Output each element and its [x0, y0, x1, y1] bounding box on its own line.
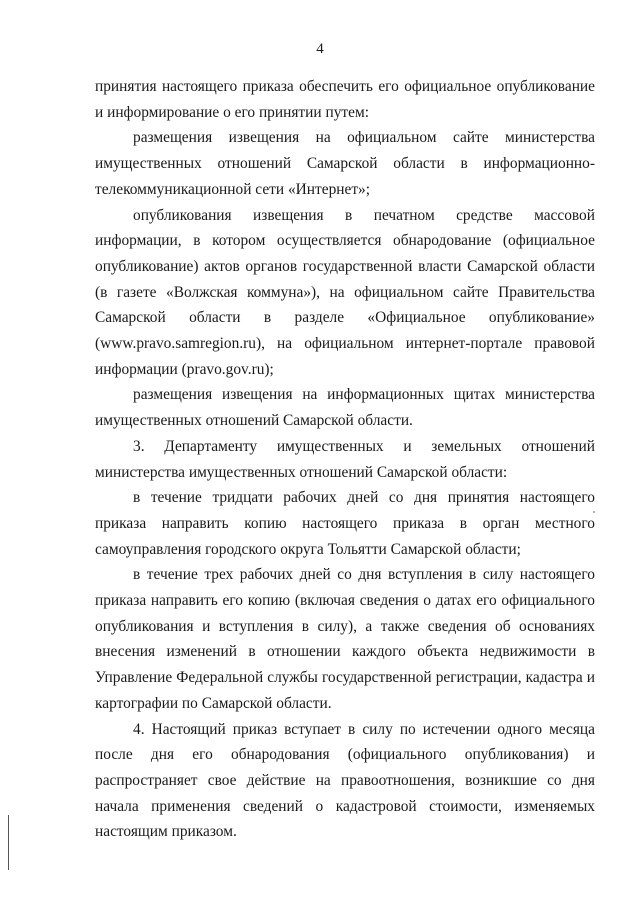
paragraph-print-publication: опубликования извещения в печатном средстве массовой информации, в котором осуществляется обнародование (официальное опубликование) актов органов государственной власти Самарской области (в газете «Волжская коммуна»), на официальном сайте Правительства Самарской области в разделе «Официальное опубликование» (www.pravo.samregion.ru), на официальном интернет-портале правовой информации (pravo.gov.ru);	[95, 206, 595, 378]
paragraph-copy-to-rosreestr: в течение трех рабочих дней со дня вступления в силу настоящего приказа направить его копию (включая сведения о датах его официального опубликования и вступления в силу), а также сведения об основаниях внесения изменений в отношении каждого объекта недвижимости в Управление Федеральной службы государственной регистрации, кадастра и картографии по Самарской области.	[95, 566, 595, 712]
page-number: 4	[316, 41, 324, 57]
paragraph-clause-3: 3. Департаменту имущественных и земельных отношений министерства имущественных отношений Самарской области:	[95, 437, 595, 481]
paragraph-continuation: принятия настоящего приказа обеспечить его официальное опубликование и информирование о его принятии путем:	[95, 78, 595, 121]
paragraph-info-boards: размещения извещения на информационных щитах министерства имущественных отношений Самарской области.	[95, 386, 595, 430]
paragraph-clause-4: 4. Настоящий приказ вступает в силу по истечении одного месяца после дня его обнародования (официального опубликования) и распространяет свое действие на правоотношения, возникшие со дня начала применения сведений о кадастровой стоимости, изменяемых настоящим приказом.	[95, 720, 595, 841]
scan-margin-line	[8, 815, 9, 870]
paragraph-copy-to-local-government: в течение тридцати рабочих дней со дня принятия настоящего приказа направить копию настоящего приказа в орган местного самоуправления городского округа Тольятти Самарской области;	[95, 489, 595, 558]
document-body	[95, 74, 595, 845]
paragraph-website-notice: размещения извещения на официальном сайте министерства имущественных отношений Самарской области в информационно-телекоммуникационной сети «Интернет»;	[95, 129, 595, 198]
scan-speck	[593, 511, 595, 513]
